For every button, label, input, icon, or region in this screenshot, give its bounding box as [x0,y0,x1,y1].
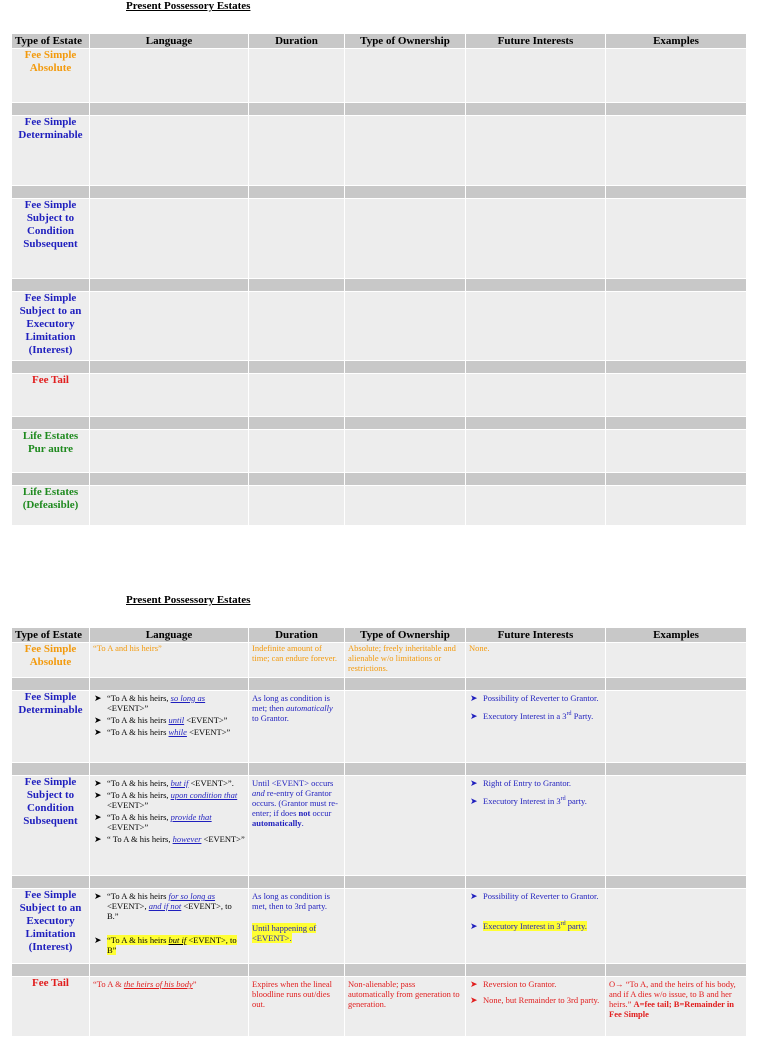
fsel-duration: As long as condition is met, then to 3rd party. Until happening of <EVENT>. [249,889,345,964]
list-item: ➤ “To A & his heirs, so long as <EVENT>” [107,693,245,713]
fsa-future: None. [466,643,606,678]
table-row [12,116,747,186]
header-examples: Examples [606,628,747,643]
header-language: Language [90,628,249,643]
list-item: ➤ “To A & his heirs for so long as <EVENT>, and if not <EVENT>, to B.” [107,891,245,921]
table-row [12,430,747,473]
list-item: ➤ “ To A & his heirs, however <EVENT>” [107,834,245,844]
estate-fee-simple-determinable: Fee Simple Determinable [12,691,90,763]
list-item: ➤ “To A & his heirs while <EVENT>” [107,727,245,737]
table-row [12,889,747,964]
page-title-1: Present Possessory Estates [126,0,251,12]
fscs-future [466,776,606,876]
table-row [12,977,747,1037]
table-row [12,691,747,763]
header-type-of-ownership: Type of Ownership [345,34,466,49]
estate-life-estates-defeasible: Life Estates (Defeasible) [12,486,90,526]
estate-life-estates-pur-autre: Life Estates Pur autre [12,430,90,473]
ft-language: “To A & the heirs of his body” [90,977,249,1037]
page-title-2: Present Possessory Estates [126,594,251,606]
list-item: ➤ “To A & his heirs, upon condition that <EVENT>” [107,790,245,810]
header-future-interests: Future Interests [466,34,606,49]
fsd-future [466,691,606,763]
list-item: ➤ Possibility of Reverter to Grantor. [483,891,602,901]
list-item: ➤ Executory Interest in 3rd party. [483,796,602,806]
fscs-duration: Until <EVENT> occurs and re-entry of Grantor occurs. (Grantor must re-enter; if does not occur automatically. [249,776,345,876]
table-row [12,776,747,876]
list-item: ➤ Executory Interest in a 3rd Party. [483,711,602,721]
header-language: Language [90,34,249,49]
header-row [12,34,747,49]
estate-fee-tail: Fee Tail [12,977,90,1037]
list-item: ➤ “To A & his heirs, but if <EVENT>”. [107,778,245,788]
table-row [12,49,747,103]
list-item: ➤ “To A & his heirs but if <EVENT>, to B” [107,935,245,955]
table-row [12,292,747,361]
fsel-language [90,889,249,964]
ft-duration: Expires when the lineal bloodline runs out/dies out. [249,977,345,1037]
estates-table-blank [12,34,747,526]
estate-fee-simple-absolute: Fee Simple Absolute [12,49,90,103]
table-row [12,486,747,526]
list-item: ➤ None, but Remainder to 3rd party. [483,995,602,1005]
estate-fee-simple-executory-limitation: Fee Simple Subject to an Executory Limitation (Interest) [12,292,90,361]
list-item: ➤ Possibility of Reverter to Grantor. [483,693,602,703]
estate-fee-simple-determinable: Fee Simple Determinable [12,116,90,186]
list-item: ➤ Executory Interest in 3rd party. [483,921,602,931]
fsa-ownership: Absolute; freely inheritable and alienable w/o limitations or restrictions. [345,643,466,678]
header-row [12,628,747,643]
ft-future [466,977,606,1037]
fsd-duration: As long as condition is met; then automatically to Grantor. [249,691,345,763]
list-item: ➤ “To A & his heirs, provide that <EVENT>” [107,812,245,832]
header-type-of-ownership: Type of Ownership [345,628,466,643]
estate-fee-simple-condition-subsequent: Fee Simple Subject to Condition Subsequent [12,199,90,279]
fsd-language [90,691,249,763]
ft-example: O→ “To A, and the heirs of his body, and if A dies w/o issue, to B and her heirs.” A=fee tail; B=Remainder in Fee Simple [606,977,747,1037]
header-type-of-estate: Type of Estate [12,34,90,49]
list-item: ➤ Reversion to Grantor. [483,979,602,989]
estate-fee-simple-executory-limitation: Fee Simple Subject to an Executory Limitation (Interest) [12,889,90,964]
ft-ownership: Non-alienable; pass automatically from generation to generation. [345,977,466,1037]
header-future-interests: Future Interests [466,628,606,643]
estate-fee-simple-condition-subsequent: Fee Simple Subject to Condition Subsequent [12,776,90,876]
header-examples: Examples [606,34,747,49]
fsel-future [466,889,606,964]
header-duration: Duration [249,628,345,643]
table-row [12,199,747,279]
header-type-of-estate: Type of Estate [12,628,90,643]
fsa-duration: Indefinite amount of time; can endure forever. [249,643,345,678]
estates-table-filled [12,628,747,1037]
fsa-language: “To A and his heirs” [90,643,249,678]
fscs-language [90,776,249,876]
estate-fee-simple-absolute: Fee Simple Absolute [12,643,90,678]
estate-fee-tail: Fee Tail [12,374,90,417]
header-duration: Duration [249,34,345,49]
table-row [12,643,747,678]
list-item: ➤ “To A & his heirs until <EVENT>” [107,715,245,725]
table-row [12,374,747,417]
list-item: ➤ Right of Entry to Grantor. [483,778,602,788]
